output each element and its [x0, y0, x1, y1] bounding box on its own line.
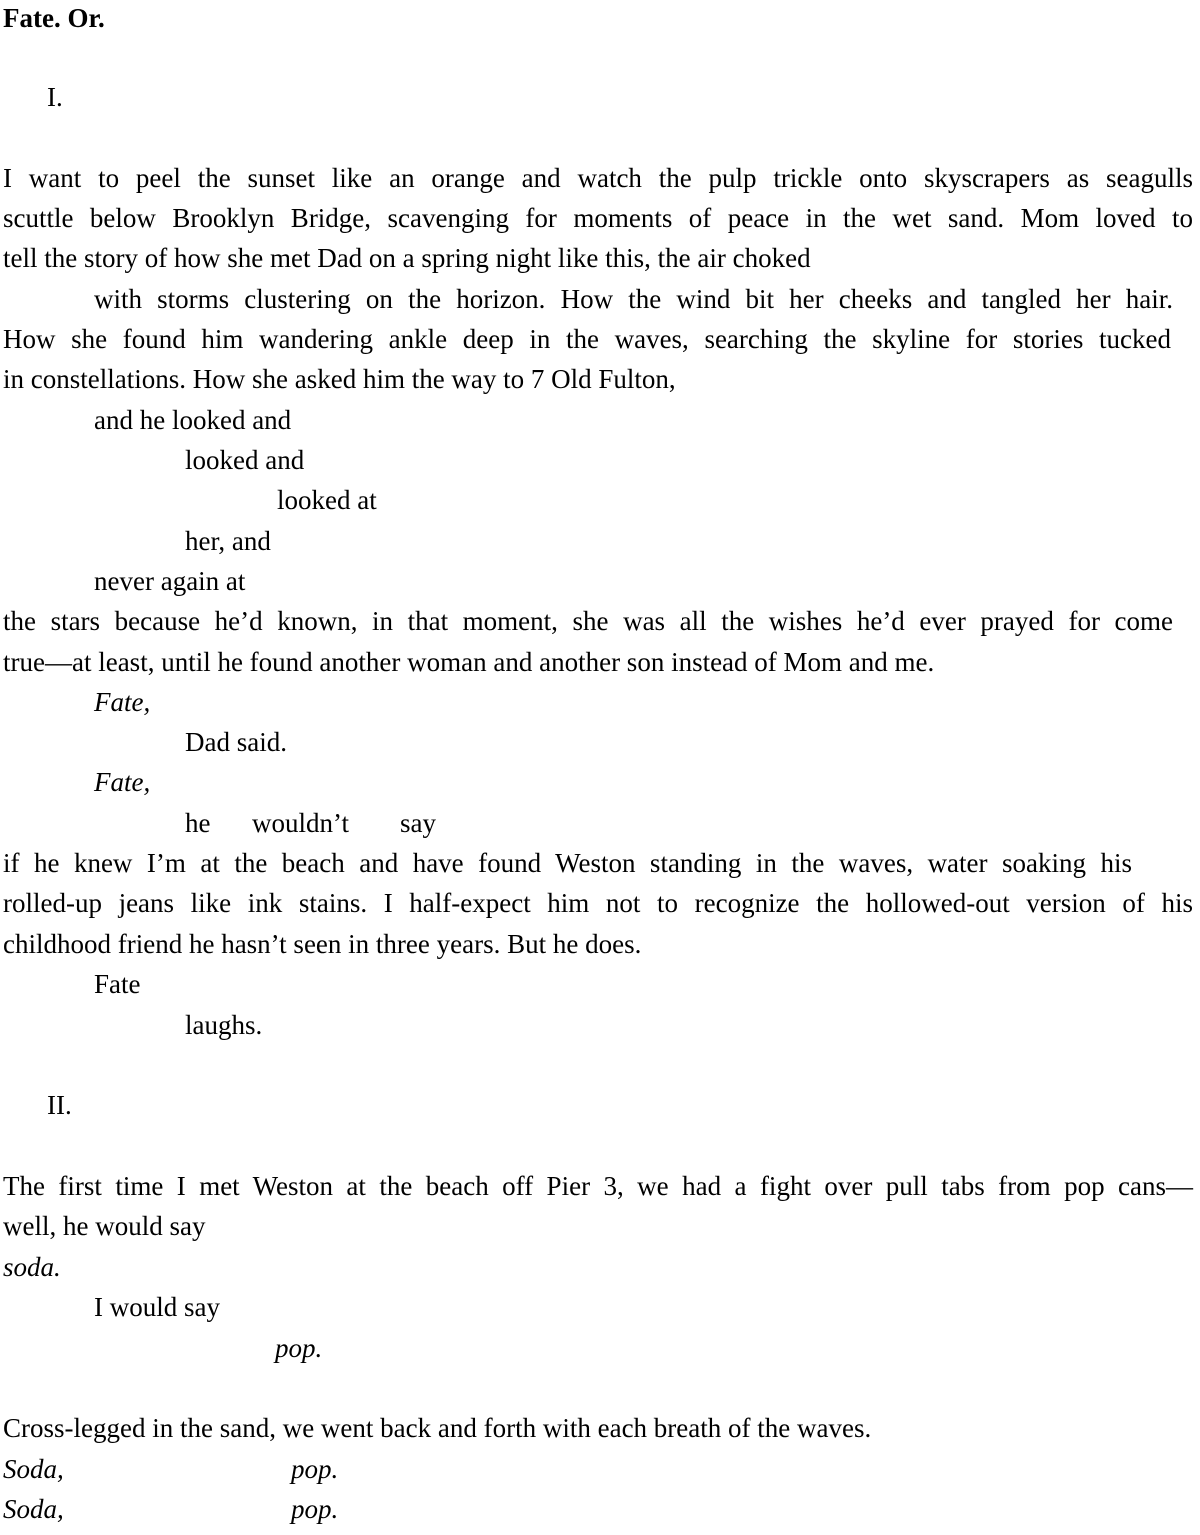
word-say: say	[400, 808, 436, 838]
pop-word: pop.	[275, 1333, 323, 1363]
cascade-line: looked and	[185, 445, 305, 475]
fate-line: Fate	[94, 969, 141, 999]
word-he: he	[185, 808, 211, 838]
dad-said-line: Dad said.	[185, 727, 287, 757]
paragraph-line: if he knew I’m at the beach and have found Weston standing in the waves, water soaking his	[3, 848, 1132, 878]
cascade-line: never again at	[94, 566, 246, 596]
exchange-soda: Soda,	[3, 1494, 64, 1524]
paragraph-line: rolled-up jeans like ink stains. I half-expect him not to recognize the hollowed-out version of his	[3, 888, 1193, 918]
cascade-line: looked at	[277, 485, 377, 515]
paragraph-line: well, he would say	[3, 1211, 206, 1241]
exchange-soda: Soda,	[3, 1454, 64, 1484]
soda-word: soda.	[3, 1252, 61, 1282]
cascade-line: her, and	[185, 526, 271, 556]
paragraph-line: The first time I met Weston at the beach off Pier 3, we had a fight over pull tabs from pop cans—	[3, 1171, 1193, 1201]
paragraph-line: true—at least, until he found another woman and another son instead of Mom and me.	[3, 647, 935, 677]
laughs-line: laughs.	[185, 1010, 263, 1040]
fate-line: Fate,	[94, 767, 151, 797]
paragraph-line: with storms clustering on the horizon. How the wind bit her cheeks and tangled her hair.	[94, 284, 1173, 314]
exchange-pop: pop.	[291, 1494, 339, 1524]
word-wouldnt: wouldn’t	[252, 808, 350, 838]
paragraph-line: in constellations. How she asked him the way to 7 Old Fulton,	[3, 364, 676, 394]
section-numeral-2: II.	[47, 1090, 72, 1120]
paragraph-line: tell the story of how she met Dad on a spring night like this, the air choked	[3, 243, 811, 273]
paragraph-line: I want to peel the sunset like an orange and watch the pulp trickle onto skyscrapers as seagulls	[3, 163, 1193, 193]
section-numeral-1: I.	[47, 82, 63, 112]
exchange-pop: pop.	[291, 1454, 339, 1484]
paragraph-line: How she found him wandering ankle deep in the waves, searching the skyline for stories tucked	[3, 324, 1171, 354]
cascade-line: and he looked and	[94, 405, 292, 435]
paragraph-line: scuttle below Brooklyn Bridge, scavenging for moments of peace in the wet sand. Mom loved to	[3, 203, 1193, 233]
paragraph-line: the stars because he’d known, in that moment, she was all the wishes he’d ever prayed for come	[3, 606, 1173, 636]
paragraph-line: childhood friend he hasn’t seen in three years. But he does.	[3, 929, 642, 959]
fate-line: Fate,	[94, 687, 151, 717]
paragraph-line: Cross-legged in the sand, we went back and forth with each breath of the waves.	[3, 1413, 872, 1443]
document-title: Fate. Or.	[3, 3, 105, 33]
i-would-say-line: I would say	[94, 1292, 220, 1322]
